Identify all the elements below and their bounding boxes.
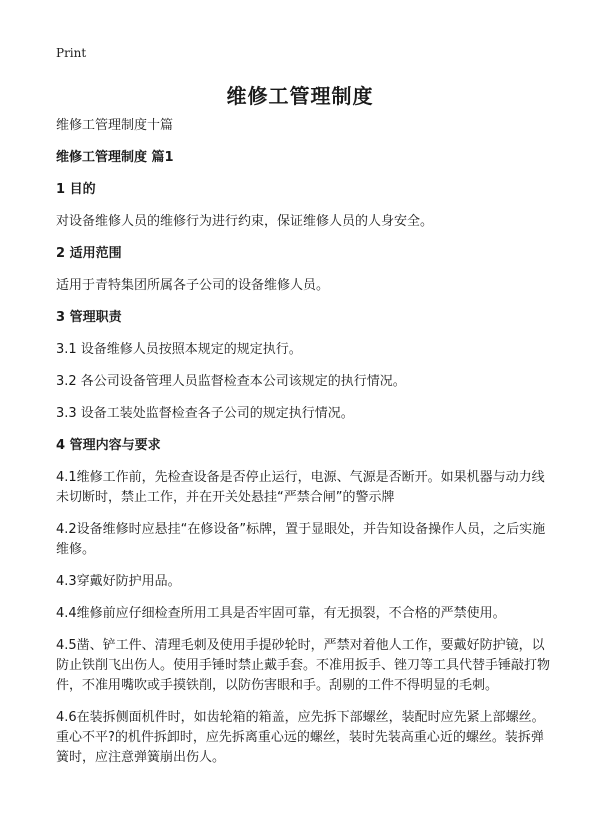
para-4-4: 4.4维修前应仔细检查所用工具是否牢固可靠，有无损裂，不合格的严禁使用。 xyxy=(56,606,506,621)
heading-responsibilities: 3 管理职责 xyxy=(56,310,122,325)
page-title: 维修工管理制度 xyxy=(226,84,374,108)
para-purpose: 对设备维修人员的维修行为进行约束，保证维修人员的人身安全。 xyxy=(56,214,434,229)
para-4-5: 4.5凿、铲工件、清理毛刺及使用手提砂轮时，严禁对着他人工作，要戴好防护镜，以防止铁削飞出伤人。使用手锤时禁止戴手套。不准用扳手、锉刀等工具代替手锤敲打物件，不准用嘴吹或手摸铁削，以防伤害眼和手。刮剔的工件不得明显的毛刺。 xyxy=(56,638,551,693)
heading-scope: 2 适用范围 xyxy=(56,246,122,261)
para-3-2: 3.2 各公司设备管理人员监督检查本公司该规定的执行情况。 xyxy=(56,374,406,389)
para-4-6: 4.6在装拆侧面机件时，如齿轮箱的箱盖，应先拆下部螺丝，装配时应先紧上部螺丝。重心不平?的机件拆卸时，应先拆离重心远的螺丝，装时先装高重心近的螺丝。装拆弹簧时，应注意弹簧崩出伤人。 xyxy=(56,710,545,765)
para-4-2: 4.2设备维修时应悬挂“在修设备”标牌，置于显眼处，并告知设备操作人员，之后实施维修。 xyxy=(56,522,546,557)
para-4-3: 4.3穿戴好防护用品。 xyxy=(56,574,181,589)
para-3-1: 3.1 设备维修人员按照本规定的规定执行。 xyxy=(56,342,302,357)
para-3-3: 3.3 设备工装处监督检查各子公司的规定执行情况。 xyxy=(56,406,354,421)
print-label: Print xyxy=(56,46,87,60)
section-title: 维修工管理制度 篇1 xyxy=(56,150,174,165)
heading-purpose: 1 目的 xyxy=(56,182,96,197)
para-scope: 适用于青特集团所属各子公司的设备维修人员。 xyxy=(56,278,330,293)
heading-requirements: 4 管理内容与要求 xyxy=(56,438,161,453)
document-body xyxy=(56,116,550,768)
document-subtitle: 维修工管理制度十篇 xyxy=(56,118,174,133)
para-4-1: 4.1维修工作前，先检查设备是否停止运行，电源、气源是否断开。如果机器与动力线未切断时，禁止工作，并在开关处悬挂“严禁合闸”的警示牌 xyxy=(56,470,545,505)
